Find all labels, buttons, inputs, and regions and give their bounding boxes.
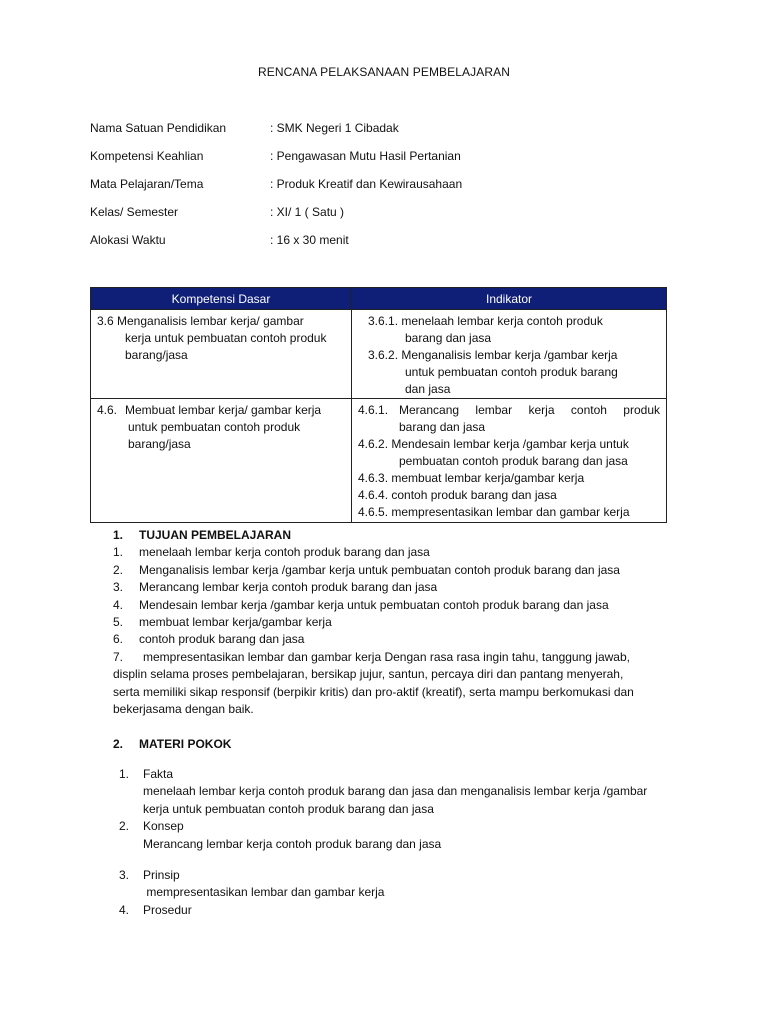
header-indikator: Indikator — [352, 288, 667, 310]
materi-line: menelaah lembar kerja contoh produk barang dan jasa dan menganalisis lembar kerja /gambar — [143, 784, 648, 799]
table-header-row — [91, 288, 667, 310]
indikator-list — [352, 310, 666, 398]
list-text: menelaah lembar kerja contoh produk barang dan jasa — [139, 545, 430, 560]
indikator-line: membuat lembar kerja/gambar kerja — [391, 471, 585, 485]
list-number: 1. — [113, 545, 124, 560]
section-number: 1. — [113, 528, 124, 542]
indikator-item — [358, 470, 660, 487]
materi-number: 2. — [119, 819, 130, 834]
info-value: : Pengawasan Mutu Hasil Pertanian — [270, 149, 461, 163]
info-label: Mata Pelajaran/Tema — [90, 177, 204, 191]
indikator-cell — [352, 310, 667, 399]
materi-number: 3. — [119, 868, 130, 883]
indikator-item — [358, 402, 660, 419]
materi-label: Prosedur — [143, 902, 192, 917]
indikator-item — [358, 436, 660, 453]
section-heading — [113, 527, 683, 544]
list-text: Mendesain lembar kerja /gambar kerja untuk pembuatan contoh produk barang dan jasa — [139, 597, 609, 612]
info-value: : 16 x 30 menit — [270, 233, 349, 247]
paragraph-line: bekerjasama dengan baik. — [113, 702, 254, 717]
materi-line: Merancang lembar kerja contoh produk barang dan jasa — [143, 836, 442, 851]
materi-label: Prinsip — [143, 868, 180, 883]
indikator-list — [352, 399, 666, 521]
materi-number: 1. — [119, 767, 130, 781]
materi-section-heading — [113, 736, 683, 753]
list-item — [113, 597, 683, 614]
kd-text — [91, 399, 351, 453]
kd-line: kerja untuk pembuatan contoh produk — [125, 331, 327, 345]
list-item — [113, 579, 683, 596]
materi-line: mempresentasikan lembar dan gambar kerja — [143, 885, 385, 900]
list-number: 2. — [113, 562, 124, 577]
kd-line: barang/jasa — [125, 348, 188, 362]
list-number: 3. — [113, 580, 124, 595]
list-item — [113, 631, 683, 648]
header-kompetensi-dasar: Kompetensi Dasar — [91, 288, 352, 310]
indikator-number: 4.6.4. — [358, 488, 389, 502]
tujuan-paragraph — [113, 649, 683, 719]
indikator-line: Merancang lembar kerja contoh produk — [399, 403, 660, 417]
info-value: : SMK Negeri 1 Cibadak — [270, 121, 399, 135]
kd-line: Membuat lembar kerja/ gambar kerja — [125, 403, 322, 417]
materi-list — [119, 766, 689, 919]
indikator-line: untuk pembuatan contoh produk barang — [405, 365, 618, 379]
kd-number: 4.6. — [97, 403, 118, 417]
paragraph-line: 7. mempresentasikan lembar dan gambar kerja Dengan rasa rasa ingin tahu, tanggung jawab, — [113, 649, 630, 664]
section-heading — [113, 736, 683, 753]
list-text: Menganalisis lembar kerja /gambar kerja untuk pembuatan contoh produk barang dan jasa — [139, 562, 620, 577]
indikator-number: 4.6.1. — [358, 403, 389, 417]
indikator-line: Menganalisis lembar kerja /gambar kerja — [401, 348, 618, 362]
indikator-number: 4.6.2. — [358, 437, 389, 451]
indikator-line: pembuatan contoh produk barang dan jasa — [399, 454, 628, 468]
list-text: Merancang lembar kerja contoh produk barang dan jasa — [139, 580, 438, 595]
kd-line: Menganalisis lembar kerja/ gambar — [117, 314, 304, 328]
indikator-item — [358, 504, 660, 521]
indikator-line: menelaah lembar kerja contoh produk — [401, 314, 603, 328]
table-row — [91, 399, 667, 523]
kd-content — [91, 310, 351, 364]
kd-cell — [91, 310, 352, 399]
indikator-number: 3.6.2. — [368, 348, 399, 362]
list-text: contoh produk barang dan jasa — [139, 632, 305, 647]
materi-item — [119, 766, 689, 818]
indikator-line: Mendesain lembar kerja /gambar kerja untuk — [391, 437, 629, 451]
kd-cell — [91, 399, 352, 523]
list-number: 5. — [113, 615, 124, 630]
indikator-line: contoh produk barang dan jasa — [391, 488, 557, 502]
kd-text — [91, 310, 351, 364]
section-title: MATERI POKOK — [139, 737, 232, 751]
kd-line: untuk pembuatan contoh produk — [128, 420, 301, 434]
info-label: Alokasi Waktu — [90, 233, 166, 247]
materi-number: 4. — [119, 902, 130, 917]
materi-item — [119, 867, 689, 902]
info-label: Nama Satuan Pendidikan — [90, 121, 227, 135]
indikator-item — [368, 313, 666, 330]
indikator-cell — [352, 399, 667, 523]
competency-table — [90, 287, 667, 523]
kd-number: 3.6 — [97, 314, 114, 328]
list-number: 4. — [113, 597, 124, 612]
materi-item — [119, 818, 689, 853]
indikator-line: barang dan jasa — [399, 420, 486, 434]
indikator-line: dan jasa — [405, 382, 451, 396]
list-item — [113, 544, 683, 561]
kd-line: barang/jasa — [128, 437, 191, 451]
indikator-item — [368, 347, 666, 364]
indikator-number: 4.6.3. — [358, 471, 389, 485]
indikator-number: 3.6.1. — [368, 314, 399, 328]
kd-content — [91, 399, 351, 453]
materi-line: kerja untuk pembuatan contoh produk barang dan jasa — [143, 801, 434, 816]
list-item — [113, 562, 683, 579]
materi-label: Fakta — [143, 767, 174, 781]
materi-item — [119, 902, 689, 919]
paragraph-line: displin selama proses pembelajaran, bersikap jujur, santun, percaya diri dan pantang menyerah, — [113, 667, 624, 682]
page-title: RENCANA PELAKSANAAN PEMBELAJARAN — [258, 65, 510, 79]
list-number: 6. — [113, 632, 124, 647]
info-value: : XI/ 1 ( Satu ) — [270, 205, 345, 219]
table-row — [91, 310, 667, 399]
indikator-item — [358, 487, 660, 504]
section-title: TUJUAN PEMBELAJARAN — [139, 528, 292, 542]
paragraph-line: serta memiliki sikap responsif (berpikir kritis) dan pro-aktif (kreatif), serta mampu berkomukasi dan — [113, 684, 634, 699]
indikator-line: mempresentasikan lembar dan gambar kerja — [391, 505, 630, 519]
section-number: 2. — [113, 737, 124, 751]
list-text: membuat lembar kerja/gambar kerja — [139, 615, 332, 630]
list-item — [113, 614, 683, 631]
info-label: Kompetensi Keahlian — [90, 149, 204, 163]
tujuan-section — [113, 527, 683, 718]
info-label: Kelas/ Semester — [90, 205, 179, 219]
indikator-line: barang dan jasa — [405, 331, 492, 345]
indikator-number: 4.6.5. — [358, 505, 389, 519]
info-value: : Produk Kreatif dan Kewirausahaan — [270, 177, 463, 191]
materi-label: Konsep — [143, 819, 184, 834]
